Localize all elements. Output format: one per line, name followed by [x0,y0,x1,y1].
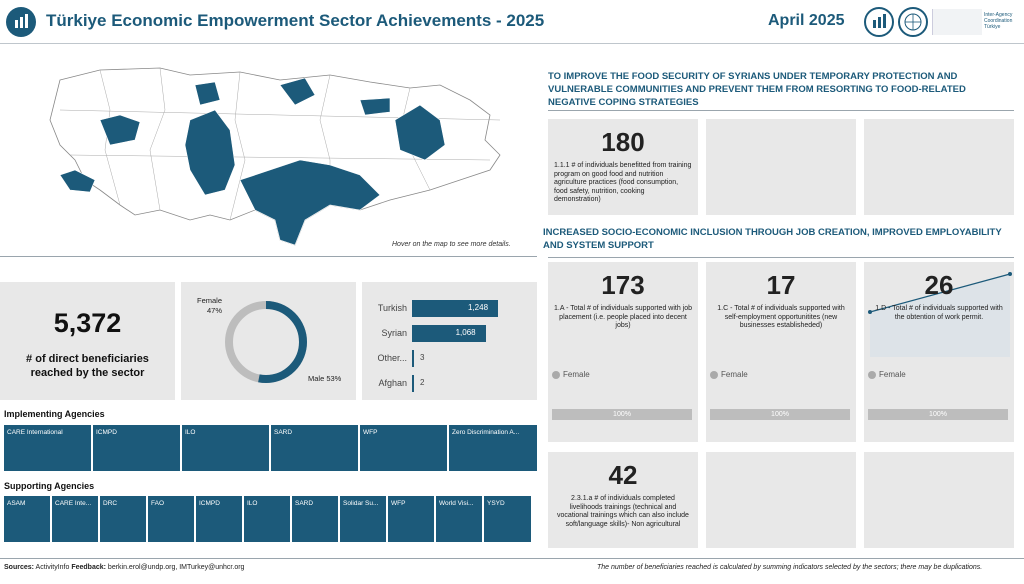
female-percent-bar: 100% [868,409,1008,420]
nationality-bar-value: 3 [420,353,425,362]
agency-tile[interactable]: Zero Discrimination A... [449,425,537,471]
indicator-card-empty [864,119,1014,215]
female-dot-icon [710,371,718,379]
female-dot-icon [552,371,560,379]
nationality-bar-row[interactable] [362,373,537,393]
nationality-bar-label: Turkish [377,303,407,313]
nationality-bar[interactable] [412,350,414,367]
turkey-map[interactable] [40,60,520,250]
implementing-agencies-title: Implementing Agencies [4,409,105,419]
agency-tile[interactable]: ICMPD [196,496,242,542]
nationality-bar-card[interactable] [362,282,537,400]
indicator-card-empty [706,119,856,215]
indicator-card[interactable] [864,262,1014,442]
agency-tile[interactable]: YSYD [484,496,531,542]
agency-tile[interactable]: ILO [182,425,269,471]
supporting-agencies-list [4,496,537,542]
beneficiaries-label: # of direct beneficiaries reached by the sector [26,353,149,379]
sector-badge-icon [864,7,894,37]
divider [0,256,537,257]
agency-tile[interactable]: WFP [388,496,434,542]
agency-tile[interactable]: ASAM [4,496,50,542]
indicator-value: 42 [608,460,638,490]
female-percent-bar: 100% [552,409,692,420]
agency-tile[interactable]: World Visi... [436,496,482,542]
indicator-label: 1.D - Total # of individuals supported with the obtention of work permit. [875,305,1003,321]
beneficiaries-total: 5,372 [53,308,122,338]
agency-tile[interactable]: WFP [360,425,447,471]
agency-tile[interactable]: FAO [148,496,194,542]
page-title: Türkiye Economic Empowerment Sector Achievements - 2025 [46,11,545,30]
divider [548,110,1014,111]
agency-tile[interactable]: ICMPD [93,425,180,471]
female-legend: Female [710,370,748,379]
indicator-card[interactable] [548,452,698,548]
inter-agency-logo-text: Inter-Agency Coordination Türkiye [984,12,1013,30]
section-title-socio-economic: INCREASED SOCIO-ECONOMIC INCLUSION THROUGH JOB CREATION, IMPROVED EMPLOYABILITY AND SYSTEM SUPPORT [543,227,1002,251]
nationality-bar-label: Afghan [378,378,407,388]
female-legend: Female [552,370,590,379]
nationality-bar-row[interactable] [362,323,537,343]
nationality-bar[interactable] [412,375,414,392]
agency-tile[interactable]: ILO [244,496,290,542]
indicator-label: 1.A - Total # of individuals supported with job placement (i.e. people placed into decent jobs) [554,305,693,329]
indicator-value: 180 [601,127,645,157]
indicator-value: 26 [924,270,954,300]
nationality-bar-row[interactable] [362,298,537,318]
agency-tile[interactable]: SARD [292,496,338,542]
feedback-emails[interactable]: berkin.erol@undp.org, IMTurkey@unhcr.org [107,564,245,571]
map-hover-hint: Hover on the map to see more details. [392,241,511,248]
indicator-value: 173 [601,270,645,300]
nationality-bar-row[interactable] [362,348,537,368]
footer-note: The number of beneficiaries reached is calculated by summing indicators selected by the sectors; there may be duplications. [597,564,983,571]
indicator-value: 17 [766,270,796,300]
supporting-agencies-title: Supporting Agencies [4,481,95,491]
female-legend: Female [868,370,906,379]
indicator-label: 1.1.1 # of individuals benefitted from training program on good food and nutrition agriculture practices (food consumption, food safety, nutrition, cooking demonstration) [554,162,692,203]
indicator-card-empty [864,452,1014,548]
section-title-food-security: TO IMPROVE THE FOOD SECURITY OF SYRIANS UNDER TEMPORARY PROTECTION AND VULNERABLE COMMUNITIES AND PREVENT THEM FROM RESORTING TO FOOD-RELATED NEGATIVE COPING STRATEGIES [548,71,966,108]
nationality-bar-value: 1,248 [468,303,489,312]
map-region[interactable] [360,98,390,115]
sector-logo-icon [6,7,36,37]
indicator-card[interactable] [706,262,856,442]
male-label: Male 53% [308,374,342,383]
indicator-card-empty [706,452,856,548]
agency-tile[interactable]: DRC [100,496,146,542]
indicator-card[interactable] [548,119,698,215]
indicator-card[interactable] [548,262,698,442]
nationality-bar-label: Other... [377,353,407,363]
female-dot-icon [868,371,876,379]
agency-tile[interactable]: CARE International [4,425,91,471]
divider [548,257,1014,258]
report-date: April 2025 [768,12,845,29]
nationality-bar-value: 2 [420,378,425,387]
gender-donut-card[interactable] [181,282,356,400]
partner-logo [932,9,982,35]
divider [0,558,1024,559]
footer-sources: Sources: ActivityInfo Feedback: berkin.erol@undp.org, IMTurkey@unhcr.org [4,564,245,571]
indicator-label: 2.3.1.a # of individuals completed livelihoods trainings (technical and vocational trainings which can also include soft/language skills)- Non agricultural [557,495,689,528]
un-logo-icon [898,7,928,37]
implementing-agencies-list [4,425,537,471]
female-percent-bar: 100% [710,409,850,420]
nationality-bar-value: 1,068 [455,328,476,337]
agency-tile[interactable]: SARD [271,425,358,471]
nationality-bar-label: Syrian [381,328,407,338]
beneficiaries-kpi-card [0,282,175,400]
agency-tile[interactable]: Solidar Su... [340,496,386,542]
female-label: Female 47% [197,296,223,315]
agency-tile[interactable]: CARE Inte... [52,496,98,542]
indicator-label: 1.C - Total # of individuals supported with self-employment opportunitites (new businesses establisheded) [717,305,845,329]
